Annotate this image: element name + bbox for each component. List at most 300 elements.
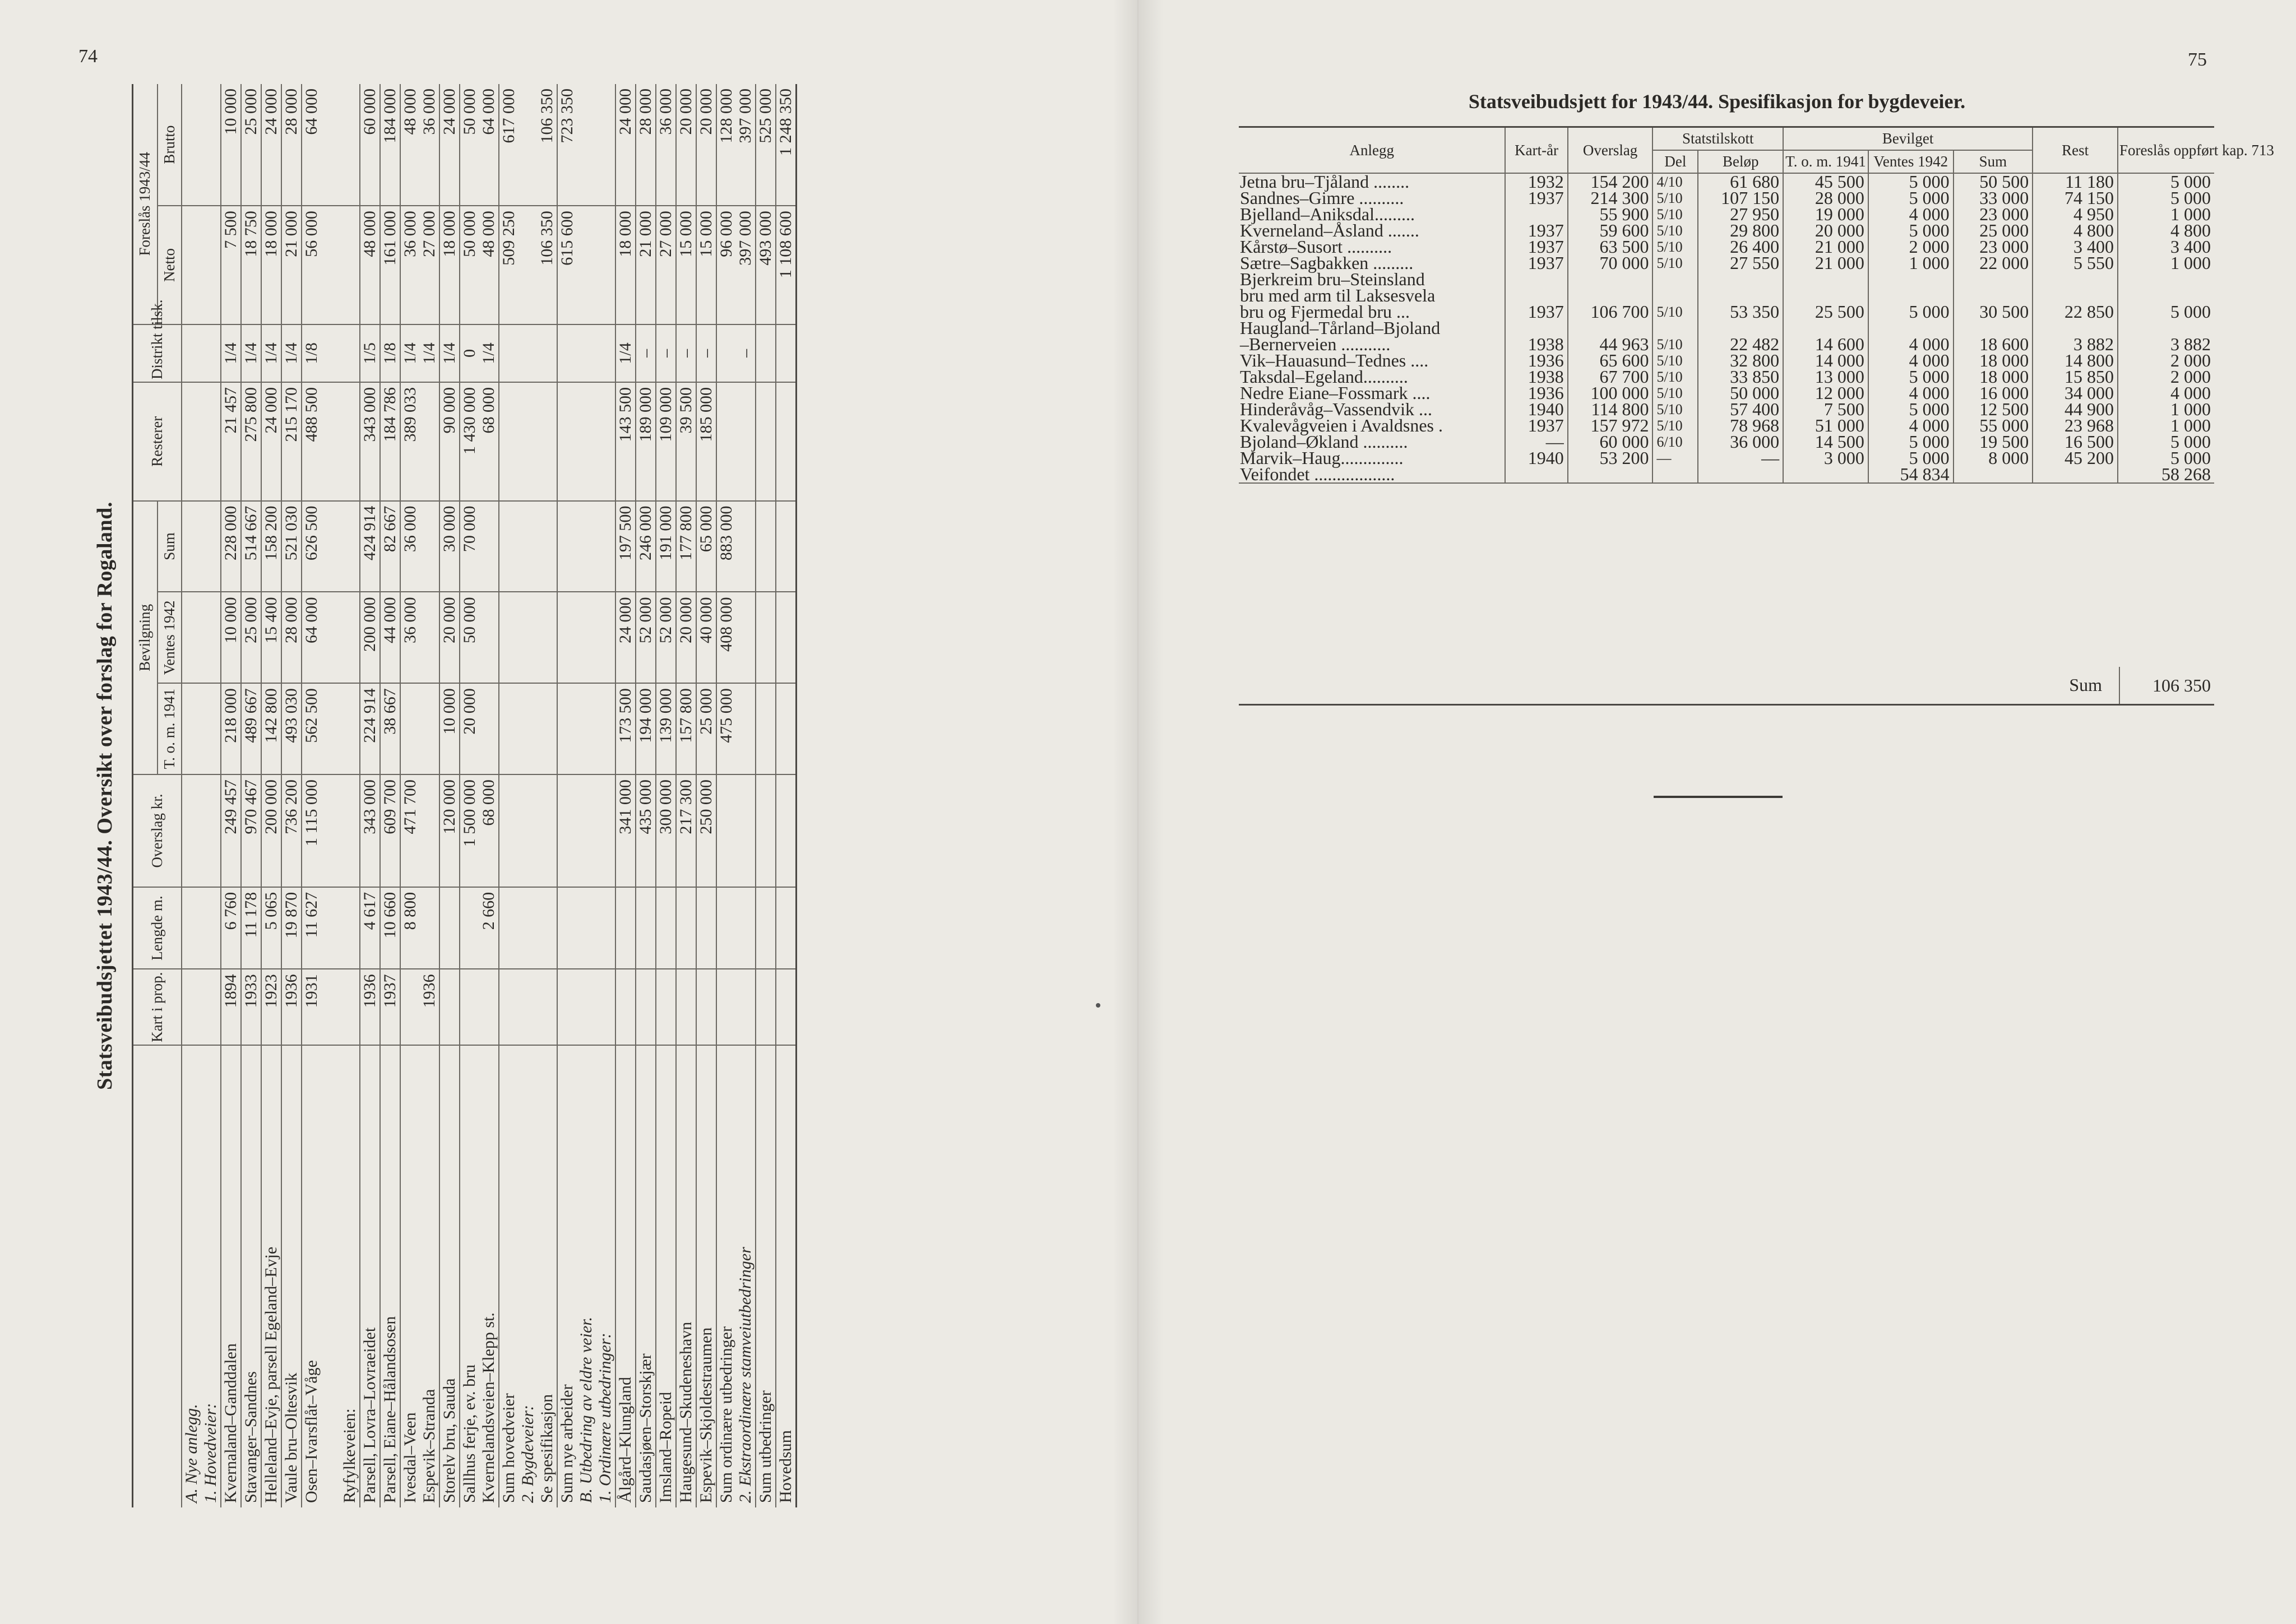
cell-netto: [577, 206, 596, 324]
row-label: 2. Ekstraordinære stamveiutbedringer: [736, 1247, 755, 1503]
cell-ar: [1505, 271, 1567, 287]
cell-ar: 1937: [1505, 417, 1567, 434]
table-row: [420, 84, 439, 1507]
cell-ventes: [479, 592, 499, 683]
row-label: B. Utbedring av eldre veier.: [577, 1316, 596, 1503]
cell-sum: 22 000: [1954, 255, 2033, 271]
cell-sum: 30 000: [439, 501, 460, 592]
cell-lengde: [538, 887, 557, 969]
table-row: [460, 84, 479, 1507]
row-label: Saudasjøen–Storskjær: [636, 1045, 656, 1507]
cell-dist: 1/4: [241, 324, 261, 382]
row-anlegg: Vik–Hauasund–Tednes ....: [1240, 350, 1429, 371]
cell-brutto: 1 248 350: [776, 84, 797, 206]
cell-overslag: [1568, 466, 1653, 483]
cell-tom: 493 030: [281, 683, 302, 774]
cell-belop: 61 680: [1698, 173, 1783, 190]
cell-lengde: [577, 887, 596, 969]
cell-overslag: [420, 774, 439, 887]
cell-kart: [577, 969, 596, 1045]
cell-belop: 32 800: [1698, 352, 1783, 369]
cell-brutto: 24 000: [615, 84, 636, 206]
cell-rest: 143 500: [615, 382, 636, 501]
cell-netto: 18 000: [615, 206, 636, 324]
separator-rule: [1654, 796, 1783, 798]
cell-tom: 157 800: [676, 683, 696, 774]
cell-ar: [1505, 466, 1567, 483]
cell-belop: 36 000: [1698, 434, 1783, 450]
cell-rest: 14 800: [2033, 352, 2118, 369]
cell-overslag: 609 700: [380, 774, 400, 887]
cell-ventes: 64 000: [302, 592, 321, 683]
row-label: Stavanger–Sandnes: [241, 1045, 261, 1507]
row-anlegg: Haugland–Tårland–Bjoland: [1240, 318, 1441, 338]
cell-rest: 15 850: [2033, 369, 2118, 385]
cell-sum: 23 000: [1954, 206, 2033, 222]
cell-rest: [499, 382, 519, 501]
cell-brutto: 48 000: [400, 84, 420, 206]
cell-sum: 18 600: [1954, 336, 2033, 352]
cell-rest: [201, 382, 221, 501]
cell-brutto: 128 000: [716, 84, 736, 206]
row-label: Imsland–Ropeid: [656, 1045, 676, 1507]
row-label: A. Nye anlegg.: [182, 1404, 201, 1503]
cell-brutto: 50 000: [460, 84, 479, 206]
cell-rest: [538, 382, 557, 501]
cell-ventes: 52 000: [656, 592, 676, 683]
cell-ventes: 4 000: [1868, 336, 1954, 352]
cell-dist: [557, 324, 577, 382]
table-row: [676, 84, 696, 1507]
cell-rest: [2033, 271, 2118, 287]
cell-del: 5/10: [1652, 255, 1698, 271]
cell-ar: 1937: [1505, 304, 1567, 320]
cell-belop: 50 000: [1698, 385, 1783, 401]
cell-kart: [201, 969, 221, 1045]
right-table-body: [1239, 173, 2214, 483]
cell-sum: 228 000: [221, 501, 241, 592]
cell-dist: 1/4: [400, 324, 420, 382]
cell-rest: [756, 382, 776, 501]
cell-ventes: 4 000: [1868, 417, 1954, 434]
cell-tom: 173 500: [615, 683, 636, 774]
left-page: [0, 0, 1138, 1624]
cell-foreslas: 5 000: [2118, 173, 2214, 190]
cell-ventes: 54 834: [1868, 466, 1954, 483]
cell-netto: 36 000: [400, 206, 420, 324]
cell-lengde: [696, 887, 716, 969]
cell-sum: [519, 501, 538, 592]
cell-ventes: [499, 592, 519, 683]
cell-dist: 1/5: [360, 324, 380, 382]
cell-ventes: 200 000: [360, 592, 380, 683]
cell-netto: [340, 206, 360, 324]
cell-sum: 521 030: [281, 501, 302, 592]
cell-ventes: [776, 592, 797, 683]
cell-dist: –: [676, 324, 696, 382]
cell-ar: 1936: [1505, 385, 1567, 401]
row-label: Ålgård–Klungland: [615, 1045, 636, 1507]
row-label: Storelv bru, Sauda: [439, 1045, 460, 1507]
cell-sum: [596, 501, 615, 592]
cell-foreslas: 58 268: [2118, 466, 2214, 483]
row-anlegg: bru med arm til Laksesvela: [1240, 285, 1436, 306]
cell-tom: 3 000: [1783, 450, 1868, 466]
cell-sum: 30 500: [1954, 304, 2033, 320]
cell-sum: [736, 501, 756, 592]
cell-tom: 194 000: [636, 683, 656, 774]
cell-netto: 15 000: [696, 206, 716, 324]
cell-tom: 25 500: [1783, 304, 1868, 320]
cell-kart: [557, 969, 577, 1045]
row-label: Kvernaland–Ganddalen: [221, 1045, 241, 1507]
cell-overslag: 120 000: [439, 774, 460, 887]
table-row: [261, 84, 281, 1507]
cell-lengde: [460, 887, 479, 969]
cell-del: 5/10: [1652, 190, 1698, 206]
table-row: [321, 84, 340, 1507]
cell-kart: 1894: [221, 969, 241, 1045]
table-row: [201, 84, 221, 1507]
cell-tom: 13 000: [1783, 369, 1868, 385]
cell-belop: 29 800: [1698, 222, 1783, 239]
row-label: Sum utbedringer: [756, 1045, 776, 1507]
cell-foreslas: 5 000: [2118, 190, 2214, 206]
cell-kart: 1923: [261, 969, 281, 1045]
cell-belop: 57 400: [1698, 401, 1783, 417]
cell-netto: [182, 206, 201, 324]
row-anlegg: Hinderåvåg–Vassendvik ...: [1240, 399, 1433, 420]
cell-ventes: 5 000: [1868, 450, 1954, 466]
cell-ar: 1940: [1505, 450, 1567, 466]
cell-ventes: 5 000: [1868, 173, 1954, 190]
header-bevilgning: Bevilgning: [133, 501, 158, 774]
cell-kart: 1937: [380, 969, 400, 1045]
cell-netto: 106 350: [538, 206, 557, 324]
cell-brutto: 723 350: [557, 84, 577, 206]
cell-rest: [716, 382, 736, 501]
cell-rest: [420, 382, 439, 501]
row-anlegg: bru og Fjermedal bru ...: [1240, 301, 1410, 322]
cell-rest: 185 000: [696, 382, 716, 501]
page-number-right: 75: [2188, 49, 2207, 70]
table-row: [716, 84, 736, 1507]
row-label: Sum hovedveier: [499, 1045, 519, 1507]
cell-del: 5/10: [1652, 401, 1698, 417]
book-gutter: [1113, 0, 1163, 1624]
cell-del: —: [1652, 450, 1698, 466]
cell-ventes: [557, 592, 577, 683]
cell-rest: 1 430 000: [460, 382, 479, 501]
cell-rest: [776, 382, 797, 501]
table-row: [241, 84, 261, 1507]
cell-dist: 1/4: [439, 324, 460, 382]
cell-brutto: 10 000: [221, 84, 241, 206]
cell-ar: 1937: [1505, 222, 1567, 239]
table-row: [776, 84, 797, 1507]
table-row: [636, 84, 656, 1507]
cell-netto: [596, 206, 615, 324]
cell-foreslas: 1 000: [2118, 255, 2214, 271]
cell-ventes: 20 000: [439, 592, 460, 683]
cell-netto: 21 000: [281, 206, 302, 324]
sum-label: Sum: [2069, 675, 2102, 695]
cell-overslag: 70 000: [1568, 255, 1653, 271]
header-anlegg: Anlegg: [1239, 127, 1505, 174]
cell-kart: [776, 969, 797, 1045]
cell-foreslas: 1 000: [2118, 417, 2214, 434]
table-row: [577, 84, 596, 1507]
cell-sum: 82 667: [380, 501, 400, 592]
table-row: [302, 84, 321, 1507]
cell-rest: [340, 382, 360, 501]
cell-sum: [499, 501, 519, 592]
cell-rest: 68 000: [479, 382, 499, 501]
cell-overslag: 68 000: [479, 774, 499, 887]
cell-netto: [201, 206, 221, 324]
cell-tom: [201, 683, 221, 774]
cell-ventes: 28 000: [281, 592, 302, 683]
cell-ar: 1937: [1505, 255, 1567, 271]
cell-lengde: [736, 887, 756, 969]
table-row: [538, 84, 557, 1507]
cell-lengde: [656, 887, 676, 969]
row-label: Osen–Ivarsflåt–Våge: [302, 1045, 321, 1507]
header-overslag: Overslag kr.: [133, 774, 182, 887]
cell-rest: 488 500: [302, 382, 321, 501]
cell-sum: 626 500: [302, 501, 321, 592]
cell-overslag: 67 700: [1568, 369, 1653, 385]
cell-brutto: 64 000: [479, 84, 499, 206]
cell-ventes: 5 000: [1868, 190, 1954, 206]
header-blank: [133, 1045, 182, 1507]
cell-lengde: 5 065: [261, 887, 281, 969]
cell-dist: [577, 324, 596, 382]
cell-ventes: [201, 592, 221, 683]
cell-brutto: 28 000: [281, 84, 302, 206]
cell-lengde: 6 760: [221, 887, 241, 969]
cell-belop: 53 350: [1698, 304, 1783, 320]
cell-belop: 22 482: [1698, 336, 1783, 352]
table-row: [400, 84, 420, 1507]
cell-lengde: [321, 887, 340, 969]
row-anlegg: Bjerkreim bru–Steinsland: [1240, 269, 1425, 290]
cell-tom: [1783, 466, 1868, 483]
cell-lengde: [201, 887, 221, 969]
cell-overslag: 154 200: [1568, 173, 1653, 190]
cell-ventes: 25 000: [241, 592, 261, 683]
header-bevilget: Bevilget: [1783, 127, 2033, 151]
cell-dist: [538, 324, 557, 382]
cell-ventes: 408 000: [716, 592, 736, 683]
cell-overslag: [557, 774, 577, 887]
cell-foreslas: 3 400: [2118, 239, 2214, 255]
cell-del: 6/10: [1652, 434, 1698, 450]
cell-brutto: 24 000: [439, 84, 460, 206]
cell-tom: [776, 683, 797, 774]
cell-overslag: 249 457: [221, 774, 241, 887]
cell-tom: 45 500: [1783, 173, 1868, 190]
cell-belop: [1698, 466, 1783, 483]
cell-netto: 615 600: [557, 206, 577, 324]
cell-kart: 1931: [302, 969, 321, 1045]
gutter-mark: [1096, 1003, 1100, 1008]
cell-tom: [736, 683, 756, 774]
cell-kart: [736, 969, 756, 1045]
cell-belop: —: [1698, 450, 1783, 466]
cell-sum: 50 500: [1954, 173, 2033, 190]
cell-tom: 489 667: [241, 683, 261, 774]
row-anlegg: Sætre–Sagbakken .........: [1240, 253, 1414, 273]
cell-ventes: 4 000: [1868, 385, 1954, 401]
cell-del: 5/10: [1652, 385, 1698, 401]
cell-lengde: 8 800: [400, 887, 420, 969]
table-row: [499, 84, 519, 1507]
cell-foreslas: 3 882: [2118, 336, 2214, 352]
cell-dist: 1/4: [479, 324, 499, 382]
cell-dist: –: [656, 324, 676, 382]
cell-kart: 1933: [241, 969, 261, 1045]
table-row: [756, 84, 776, 1507]
cell-dist: 1/4: [221, 324, 241, 382]
cell-dist: –: [636, 324, 656, 382]
rotated-budget-table: [92, 84, 1085, 1507]
cell-brutto: [596, 84, 615, 206]
cell-brutto: 36 000: [656, 84, 676, 206]
cell-tom: 14 600: [1783, 336, 1868, 352]
cell-kart: 1936: [420, 969, 439, 1045]
cell-sum: 70 000: [460, 501, 479, 592]
cell-overslag: 200 000: [261, 774, 281, 887]
sum-row: [1239, 667, 2214, 706]
cell-lengde: 11 178: [241, 887, 261, 969]
cell-kart: [321, 969, 340, 1045]
table-row: [439, 84, 460, 1507]
cell-tom: 139 000: [656, 683, 676, 774]
header-tom1941-r: T. o. m. 1941: [1783, 150, 1868, 173]
cell-overslag: 65 600: [1568, 352, 1653, 369]
cell-dist: [596, 324, 615, 382]
cell-brutto: 36 000: [420, 84, 439, 206]
cell-rest: 343 000: [360, 382, 380, 501]
cell-brutto: 20 000: [676, 84, 696, 206]
cell-overslag: 214 300: [1568, 190, 1653, 206]
cell-tom: [1783, 271, 1868, 287]
cell-sum: [340, 501, 360, 592]
cell-tom: 28 000: [1783, 190, 1868, 206]
cell-rest: 184 786: [380, 382, 400, 501]
cell-ventes: [321, 592, 340, 683]
cell-sum: 158 200: [261, 501, 281, 592]
row-label: 1. Ordinære utbedringer:: [596, 1333, 615, 1503]
row-label: Parsell, Lovra–Lovraeidet: [360, 1045, 380, 1507]
cell-rest: 74 150: [2033, 190, 2118, 206]
cell-sum: [577, 501, 596, 592]
cell-overslag: [716, 774, 736, 887]
cell-tom: 14 500: [1783, 434, 1868, 450]
cell-netto: 27 000: [420, 206, 439, 324]
cell-lengde: [716, 887, 736, 969]
cell-kart: 1936: [281, 969, 302, 1045]
cell-ar: 1938: [1505, 369, 1567, 385]
cell-overslag: 100 000: [1568, 385, 1653, 401]
cell-ventes: 24 000: [615, 592, 636, 683]
cell-netto: 27 000: [656, 206, 676, 324]
row-anlegg: Marvik–Haug..............: [1240, 448, 1404, 468]
cell-lengde: [340, 887, 360, 969]
cell-lengde: 19 870: [281, 887, 302, 969]
cell-tom: 51 000: [1783, 417, 1868, 434]
cell-overslag: 435 000: [636, 774, 656, 887]
cell-belop: [1698, 271, 1783, 287]
cell-foreslas: 4 800: [2118, 222, 2214, 239]
cell-overslag: 341 000: [615, 774, 636, 887]
cell-dist: [776, 324, 797, 382]
header-sum-r: Sum: [1954, 150, 2033, 173]
cell-ar: 1936: [1505, 352, 1567, 369]
header-rest: Rest: [2033, 127, 2118, 174]
cell-foreslas: 2 000: [2118, 369, 2214, 385]
cell-foreslas: 1 000: [2118, 401, 2214, 417]
cell-tom: [519, 683, 538, 774]
cell-brutto: [201, 84, 221, 206]
cell-brutto: 28 000: [636, 84, 656, 206]
cell-rest: [736, 382, 756, 501]
cell-netto: 56 000: [302, 206, 321, 324]
cell-ventes: [420, 592, 439, 683]
row-anlegg: Jetna bru–Tjåland ........: [1240, 171, 1410, 192]
header-belop: Beløp: [1698, 150, 1783, 173]
right-page: [1138, 0, 2296, 1624]
cell-tom: 21 000: [1783, 255, 1868, 271]
header-overslag-r: Overslag: [1568, 127, 1653, 174]
cell-dist: [756, 324, 776, 382]
row-label: Se spesifikasjon: [538, 1394, 557, 1503]
row-anlegg: Kverneland–Åsland .......: [1240, 220, 1419, 241]
row-label: Sum ordinære utbedringer: [716, 1045, 736, 1507]
cell-ar: 1932: [1505, 173, 1567, 190]
cell-overslag: 53 200: [1568, 450, 1653, 466]
cell-lengde: [596, 887, 615, 969]
cell-foreslas: 5 000: [2118, 450, 2214, 466]
table-row: [380, 84, 400, 1507]
cell-overslag: [499, 774, 519, 887]
cell-del: 5/10: [1652, 336, 1698, 352]
cell-del: [1652, 287, 1698, 304]
cell-tom: 38 667: [380, 683, 400, 774]
cell-tom: [557, 683, 577, 774]
header-ventes1942-r: Ventes 1942: [1868, 150, 1954, 173]
cell-overslag: 1 115 000: [302, 774, 321, 887]
cell-ventes: 5 000: [1868, 401, 1954, 417]
cell-tom: 475 000: [716, 683, 736, 774]
cell-overslag: [1568, 271, 1653, 287]
header-brutto: Brutto: [158, 84, 182, 206]
cell-kart: [615, 969, 636, 1045]
cell-rest: [596, 382, 615, 501]
cell-rest: 16 500: [2033, 434, 2118, 450]
cell-tom: [538, 683, 557, 774]
cell-rest: 23 968: [2033, 417, 2118, 434]
cell-dist: 1/8: [380, 324, 400, 382]
header-resterer: Resterer: [133, 382, 182, 501]
cell-lengde: 10 660: [380, 887, 400, 969]
cell-sum: 18 000: [1954, 352, 2033, 369]
cell-rest: [577, 382, 596, 501]
cell-overslag: 114 800: [1568, 401, 1653, 417]
cell-del: 5/10: [1652, 206, 1698, 222]
row-label: Espevik–Skjoldestraumen: [696, 1045, 716, 1507]
